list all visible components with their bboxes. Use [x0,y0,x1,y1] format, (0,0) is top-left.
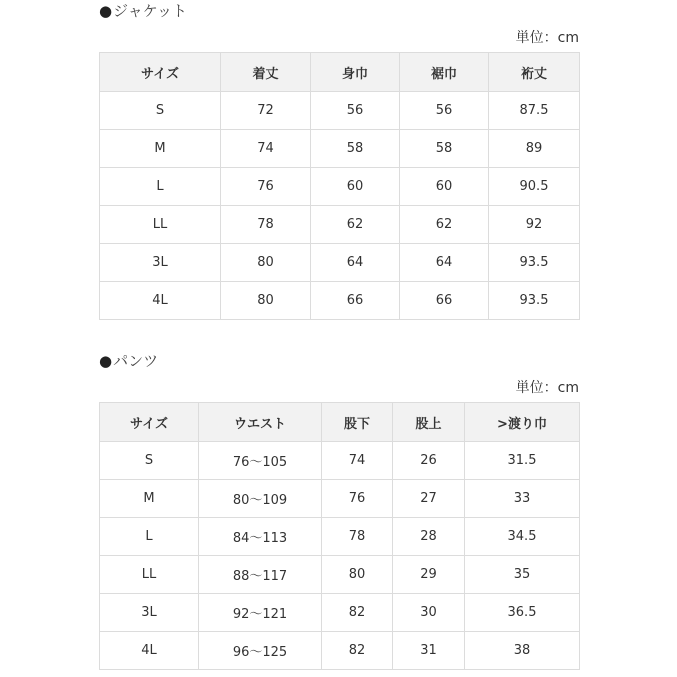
table-cell: 64 [311,244,400,282]
table-row [100,442,580,480]
table-row [100,168,580,206]
table-cell: 76～105 [199,442,322,480]
jacket-heading-text: ジャケット [113,2,188,20]
table-cell: 33 [465,480,580,518]
header-cell: 股上 [393,403,465,442]
table-row [100,480,580,518]
table-cell: 66 [311,282,400,320]
table-cell: L [100,168,221,206]
bullet-icon: ● [99,352,113,370]
table-cell: 76 [322,480,393,518]
table-cell: 3L [100,244,221,282]
table-cell: 76 [221,168,311,206]
table-cell: 93.5 [489,282,580,320]
table-cell: 80 [221,282,311,320]
table-cell: 38 [465,632,580,670]
table-cell: 84～113 [199,518,322,556]
table-cell: 78 [322,518,393,556]
header-cell: ウエスト [199,403,322,442]
table-cell: 90.5 [489,168,580,206]
table-cell: 4L [100,282,221,320]
header-cell: サイズ [100,53,221,92]
table-row [100,130,580,168]
table-row [100,632,580,670]
table-cell: 28 [393,518,465,556]
table-cell: 80～109 [199,480,322,518]
table-cell: 82 [322,594,393,632]
table-cell: 62 [311,206,400,244]
table-header-row [100,403,580,442]
table-cell: 82 [322,632,393,670]
pants-section [99,350,579,670]
table-cell: 31.5 [465,442,580,480]
table-row [100,594,580,632]
table-cell: 72 [221,92,311,130]
table-cell: 80 [322,556,393,594]
table-cell: 34.5 [465,518,580,556]
header-cell: 着丈 [221,53,311,92]
pants-heading-text: パンツ [113,352,159,370]
table-cell: 29 [393,556,465,594]
jacket-unit-label: 単位：cm [515,30,579,46]
header-cell: 身巾 [311,53,400,92]
table-cell: 80 [221,244,311,282]
table-cell: M [100,480,199,518]
table-cell: 31 [393,632,465,670]
table-cell: S [100,442,199,480]
table-row [100,244,580,282]
table-cell: 60 [400,168,489,206]
table-cell: 56 [400,92,489,130]
header-cell: 股下 [322,403,393,442]
pants-unit-label: 単位：cm [515,380,579,396]
table-cell: 62 [400,206,489,244]
table-cell: LL [100,206,221,244]
table-cell: 66 [400,282,489,320]
table-cell: L [100,518,199,556]
table-cell: M [100,130,221,168]
table-cell: 74 [221,130,311,168]
table-cell: 36.5 [465,594,580,632]
table-cell: 92～121 [199,594,322,632]
table-cell: 56 [311,92,400,130]
header-cell: サイズ [100,403,199,442]
table-row [100,282,580,320]
bullet-icon: ● [99,2,113,20]
jacket-section [99,0,579,320]
table-cell: 4L [100,632,199,670]
table-row [100,518,580,556]
table-cell: 96～125 [199,632,322,670]
table-row [100,206,580,244]
table-cell: 30 [393,594,465,632]
table-cell: 93.5 [489,244,580,282]
table-cell: 92 [489,206,580,244]
header-cell: >渡り巾 [465,403,580,442]
pants-heading [99,350,579,372]
table-cell: 3L [100,594,199,632]
table-cell: 26 [393,442,465,480]
jacket-heading [99,0,579,22]
table-cell: 89 [489,130,580,168]
header-cell: 裄丈 [489,53,580,92]
table-cell: 27 [393,480,465,518]
table-cell: LL [100,556,199,594]
table-cell: 58 [400,130,489,168]
table-cell: 88～117 [199,556,322,594]
table-header-row [100,53,580,92]
table-row [100,556,580,594]
table-row [100,92,580,130]
table-cell: 78 [221,206,311,244]
table-cell: 35 [465,556,580,594]
table-cell: 87.5 [489,92,580,130]
table-cell: 58 [311,130,400,168]
table-cell: 64 [400,244,489,282]
pants-size-table [99,402,580,670]
table-cell: S [100,92,221,130]
jacket-size-table [99,52,580,320]
table-cell: 60 [311,168,400,206]
table-cell: 74 [322,442,393,480]
header-cell: 裾巾 [400,53,489,92]
